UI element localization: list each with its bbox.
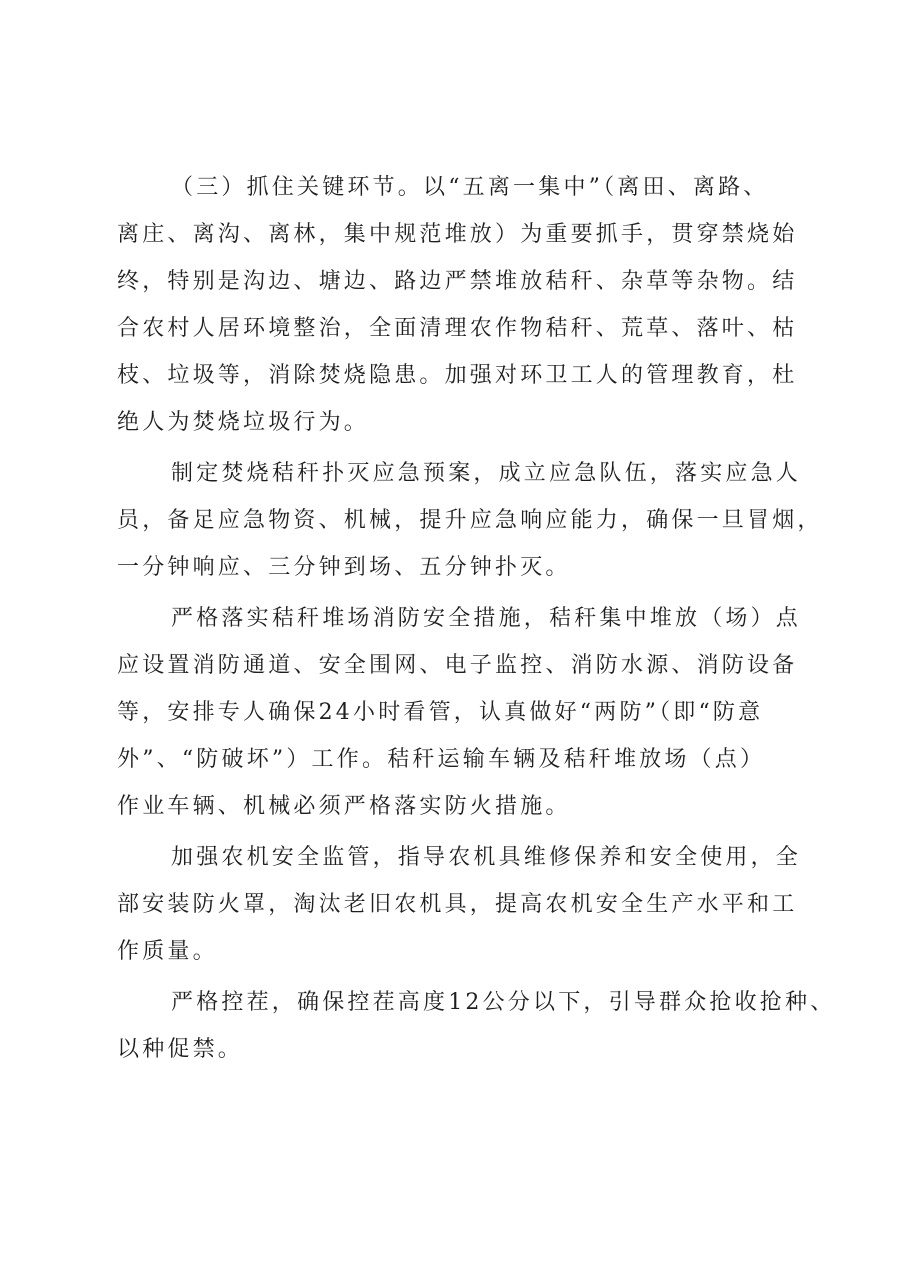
text-line: 应设置消防通道、安全围网、电子监控、消防水源、消防设备 <box>117 653 798 678</box>
text-line: 绝人为焚烧垃圾行为。 <box>117 410 370 435</box>
text-line: 作业车辆、机械必须严格落实防火措施。 <box>117 794 571 819</box>
text-line: 作质量。 <box>117 939 218 964</box>
text-line: 一分钟响应、三分钟到场、五分钟扑灭。 <box>117 555 571 580</box>
document-body <box>117 164 877 1077</box>
text-line: 合农村人居环境整治，全面清理农作物秸秆、荒草、落叶、枯 <box>117 316 798 341</box>
text-line: 等，安排专人确保24小时看管，认真做好“两防”（即“防意 <box>117 700 764 725</box>
paragraph-fire-safety <box>117 595 877 830</box>
text-line: 加强农机安全监管，指导农机具维修保养和安全使用，全 <box>171 845 802 870</box>
text-line: （三）抓住关键环节。以“五离一集中”（离田、离路、 <box>171 175 769 200</box>
text-line: 离庄、离沟、离林，集中规范堆放）为重要抓手，贯穿禁烧始 <box>117 222 798 247</box>
paragraph-farm-machinery <box>117 834 877 975</box>
text-line: 外”、“防破坏”）工作。秸秆运输车辆及秸秆堆放场（点） <box>117 747 766 772</box>
paragraph-key-links <box>117 164 877 446</box>
text-line: 制定焚烧秸秆扑灭应急预案，成立应急队伍，落实应急人 <box>171 461 802 486</box>
text-line: 终，特别是沟边、塘边、路边严禁堆放秸秆、杂草等杂物。结 <box>117 269 798 294</box>
paragraph-emergency-plan <box>117 450 877 591</box>
text-line: 严格落实秸秆堆场消防安全措施，秸秆集中堆放（场）点 <box>171 606 802 631</box>
text-line: 严格控茬，确保控茬高度12公分以下，引导群众抢收抢种、 <box>171 990 836 1015</box>
text-line: 部安装防火罩，淘汰老旧农机具，提高农机安全生产水平和工 <box>117 892 798 917</box>
paragraph-stubble-control <box>117 979 877 1073</box>
text-line: 员，备足应急物资、机械，提升应急响应能力，确保一旦冒烟， <box>117 508 823 533</box>
text-line: 枝、垃圾等，消除焚烧隐患。加强对环卫工人的管理教育，杜 <box>117 363 798 388</box>
text-line: 以种促禁。 <box>117 1037 244 1062</box>
